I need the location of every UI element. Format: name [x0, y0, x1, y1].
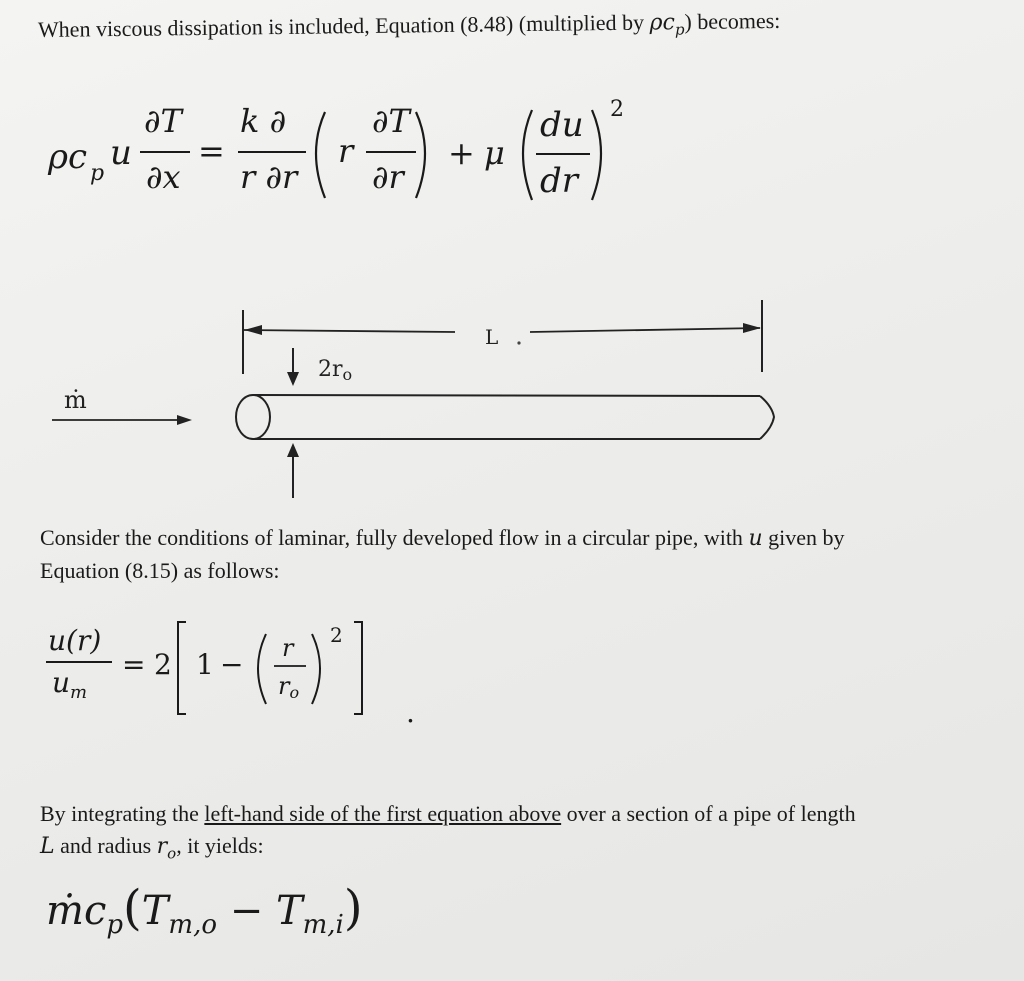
vel-lhs-den-sub: m: [70, 682, 88, 703]
integrate-paragraph: [40, 798, 856, 869]
eq1-rho-cp: ρc: [48, 137, 88, 177]
integrate-line-2: L and radius $r_o$, it yields:: [40, 833, 264, 863]
length-arrow-left: [244, 325, 262, 335]
diameter-arrowhead-bottom: [287, 443, 299, 457]
eq1-mu: μ: [484, 134, 505, 172]
intro-rho-cp: ρc: [649, 10, 675, 36]
eq1-frac3-num: ∂T: [372, 102, 410, 140]
eq1-frac1-den: ∂x: [146, 158, 181, 196]
diameter-label: 2ro: [318, 357, 353, 384]
vel-equals: =: [122, 648, 146, 681]
intro-p-sub: p: [674, 20, 685, 39]
diameter-arrowhead-top: [287, 372, 299, 386]
eq1-frac4-den: dr: [540, 161, 579, 201]
eq1-frac2-num: k ∂: [240, 102, 287, 140]
result-open-paren: (: [123, 880, 142, 936]
vel-inner-num: r: [282, 634, 294, 662]
pipe-outlet-end: [760, 396, 774, 439]
consider-line-1: Consider the conditions of laminar, fully developed flow in a circular pipe, with u given by: [40, 525, 845, 551]
result-T2: T: [275, 888, 303, 934]
integrate-r-var: r: [156, 834, 168, 859]
result-cp: c: [83, 888, 107, 934]
vel-left-bracket: [178, 622, 186, 714]
energy-equation: [0, 80, 1024, 310]
eq1-equals: =: [198, 132, 225, 170]
vel-lhs-num: u(r): [48, 624, 102, 657]
eq1-inner-r: r: [338, 132, 354, 170]
pipe-inlet-ellipse: [236, 395, 270, 439]
vel-inner-den-sub: o: [289, 683, 300, 702]
consider-paragraph: [40, 522, 845, 587]
velocity-equation: [30, 612, 510, 742]
pipe-diagram: [0, 290, 1024, 530]
vel-trailing-dot: .: [406, 696, 415, 729]
integrate-underlined-phrase: left-hand side of the first equation above: [204, 801, 562, 826]
integrate-line-1: By integrating the left-hand side of the first equation above over a section of a pipe of length: [40, 801, 856, 826]
diameter-sub: o: [342, 365, 353, 384]
integrate-r-sub: o: [167, 844, 177, 863]
result-close-paren: ): [343, 880, 363, 936]
consider-u-var: u: [748, 526, 763, 551]
intro-suffix: ) becomes:: [684, 7, 781, 35]
intro-text: [38, 5, 781, 53]
length-line-left: [244, 330, 455, 332]
eq1-frac4-num: du: [540, 105, 584, 145]
eq1-frac3-den: ∂r: [372, 158, 404, 196]
mdot-label: ṁ: [64, 386, 87, 414]
integrate-L-var: L: [40, 834, 55, 859]
vel-right-bracket: [354, 622, 362, 714]
eq1-frac2-den: r ∂r: [240, 158, 298, 196]
vel-inner-den: ro: [278, 672, 300, 702]
eq1-plus: +: [448, 134, 475, 172]
result-mdot: ṁ: [46, 888, 84, 934]
mdot-arrowhead: [177, 415, 192, 425]
eq1-exponent: 2: [610, 97, 624, 122]
result-T1: T: [141, 888, 169, 934]
eq1-u: u: [110, 133, 132, 173]
eq1-p-sub: p: [90, 161, 105, 186]
vel-one: 1: [196, 648, 214, 681]
result-T1-sub: m,o: [168, 910, 217, 940]
result-minus: −: [217, 888, 276, 934]
result-cp-sub: p: [106, 910, 123, 940]
vel-lhs-den: $u_m$: [52, 666, 88, 703]
vel-two: 2: [154, 648, 172, 681]
eq1-frac1-num: ∂T: [144, 102, 182, 140]
length-label: L: [485, 325, 499, 349]
length-line-right: [530, 328, 760, 332]
consider-line-2: Equation (8.15) as follows:: [40, 558, 280, 583]
vel-minus: −: [220, 648, 244, 681]
intro-prefix: When viscous dissipation is included, Equation (8.48) (multiplied by: [37, 9, 650, 42]
vel-exponent: 2: [330, 623, 343, 647]
pipe-top-edge: [253, 395, 760, 396]
result-T2-sub: m,i: [302, 910, 344, 940]
result-expression: [46, 878, 363, 955]
length-arrow-right: [743, 323, 761, 333]
